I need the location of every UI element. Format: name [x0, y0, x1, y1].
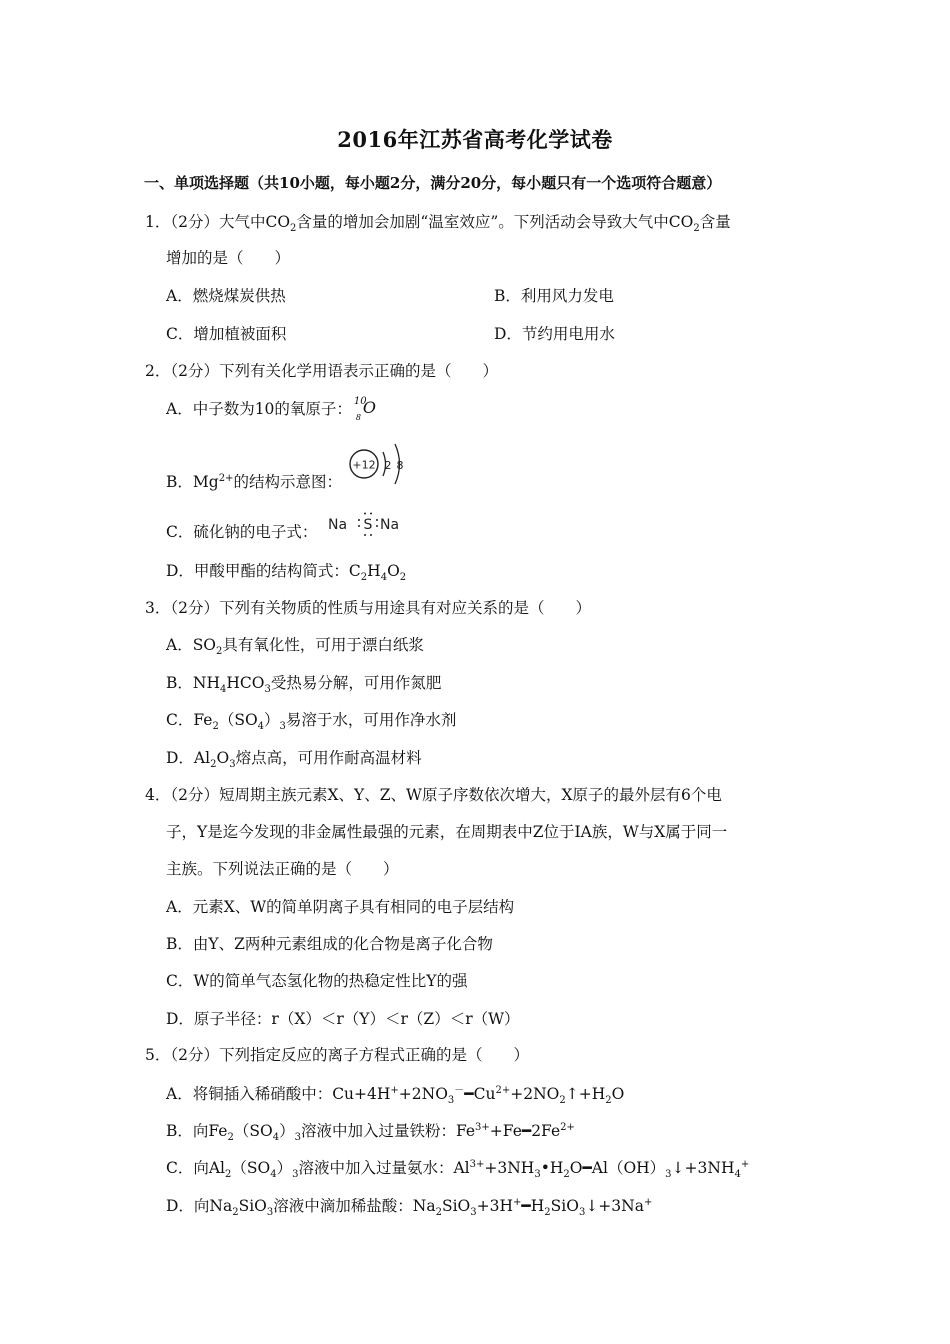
svg-text:S: S: [363, 517, 373, 533]
shell-1-count: 2: [384, 459, 392, 472]
question-3-option-a: A．$SO_2$具有氧化性，可用于漂白纸浆: [166, 636, 424, 658]
page-title: 2016年江苏省高考化学试卷: [337, 127, 613, 152]
shell-2-count: 8: [396, 459, 404, 472]
question-1-option-a: A．燃烧煤炭供热: [166, 287, 286, 305]
question-5-stem: 5．（2分）下列指定反应的离子方程式正确的是（ ）: [145, 1046, 529, 1064]
sodium-sulfide-electron-formula: [328, 509, 408, 539]
section-heading: 一、单项选择题（共10小题，每小题2分，满分20分，每小题只有一个选项符合题意）: [144, 174, 722, 192]
question-5-option-d: D．向$Na_2SiO_3$溶液中滴加稀盐酸：$Na_2SiO_3+3H^+━H_2SiO_3↓+3Na^+$: [166, 1196, 653, 1219]
question-2-option-c: C．硫化钠的电子式：: [166, 523, 318, 541]
question-4-option-c: C．W的简单气态氢化物的热稳定性比Y的强: [166, 972, 468, 990]
question-5-option-b: B．向$Fe_2(SO_4)_3$溶液中加入过量铁粉：$Fe^{3+}+Fe━2Fe^{2+}$: [166, 1121, 575, 1144]
question-2-option-b: B．$Mg^{2+}$的结构示意图：: [166, 472, 342, 491]
question-5-option-c: C．向$Al_2(SO_4)_3$溶液中加入过量氨水：$Al^{3+}+3NH_3•H_2O━Al(OH)_3↓+3NH_4^+$: [166, 1158, 750, 1181]
question-1-stem-cont: 增加的是（ ）: [166, 249, 291, 267]
question-1-option-d: D．节约用电用水: [494, 325, 615, 343]
question-5-option-a: A．将铜插入稀硝酸中：$Cu+4H^++2NO_3^-━Cu^{2+}+2NO_2↑+H_2O$: [166, 1084, 625, 1107]
nucleus-charge: +12: [352, 458, 376, 472]
question-2-stem: 2．（2分）下列有关化学用语表示正确的是（ ）: [145, 362, 498, 380]
question-3-stem: 3．（2分）下列有关物质的性质与用途具有对应关系的是（ ）: [145, 599, 591, 617]
question-3-option-d: D．$Al_2O_3$熔点高，可用作耐高温材料: [166, 749, 422, 771]
oxygen-nuclide-symbol: 10 8 O: [353, 396, 377, 422]
question-4-option-d: D．原子半径：r（X）＜r（Y）＜r（Z）＜r（W）: [166, 1010, 520, 1028]
question-4-option-b: B．由Y、Z两种元素组成的化合物是离子化合物: [166, 935, 493, 953]
question-4-stem-line-3: 主族。下列说法正确的是（ ）: [166, 860, 399, 878]
question-4-stem-line-1: 4．（2分）短周期主族元素X、Y、Z、W原子序数依次增大，X原子的最外层有6个电: [145, 786, 722, 804]
question-1-option-b: B．利用风力发电: [494, 287, 614, 305]
question-2-option-d: D．甲酸甲酯的结构简式：$C_2H_4O_2$: [166, 562, 407, 584]
question-1-stem: 1．（2分）大气中$CO_2$含量的增加会加剧“温室效应”。下列活动会导致大气中$CO_2$含量: [145, 213, 731, 235]
question-3-option-c: C．$Fe_2(SO_4)_3$易溶于水，可用作净水剂: [166, 711, 457, 733]
question-4-option-a: A．元素X、W的简单阴离子具有相同的电子层结构: [166, 898, 515, 916]
question-4-stem-line-2: 子，Y是迄今发现的非金属性最强的元素，在周期表中Z位于IA族，W与X属于同一: [166, 823, 728, 841]
question-2-option-a: A．中子数为10的氧原子： 10 8 O: [166, 398, 846, 419]
svg-text:Na: Na: [380, 517, 400, 533]
question-1-option-c: C．增加植被面积: [166, 325, 287, 343]
mg-ion-structure-diagram: [344, 438, 410, 490]
svg-text:Na: Na: [328, 517, 348, 533]
question-3-option-b: B．$NH_4HCO_3$受热易分解，可用作氮肥: [166, 674, 442, 696]
